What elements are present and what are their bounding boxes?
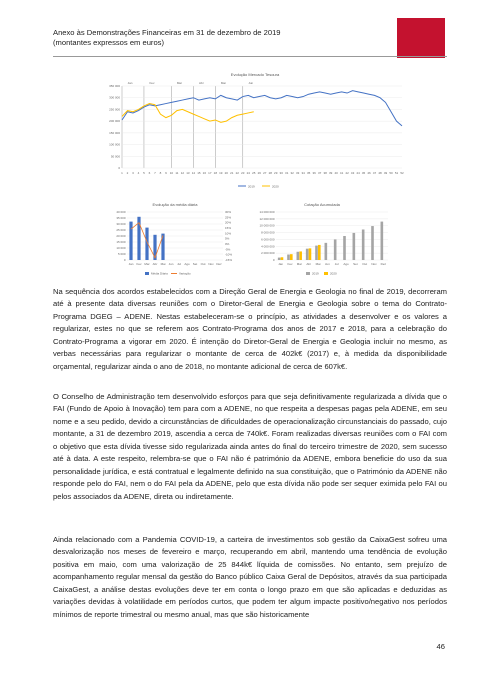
x-tick-label: Nov bbox=[208, 262, 214, 266]
x-tick-label: Jan bbox=[278, 262, 284, 266]
x-tick-label: 27 bbox=[263, 171, 267, 175]
legend-label: 2020 bbox=[272, 184, 279, 189]
bar bbox=[315, 246, 318, 260]
bar bbox=[371, 226, 374, 260]
x-tick-label: Mai bbox=[315, 262, 321, 266]
x-tick-label: 2 bbox=[126, 171, 129, 175]
paragraph: Ainda relacionado com a Pandemia COVID-19, a carteira de investimentos sob gestão da CaixaGest sofreu uma desvalorização nos meses de fevereiro e março, recuperando em abril, mantendo uma tendência de evolução positiva em maio, com uma valorização de 25 844k€ líquida de comissões. No entanto, sem prejuízo de acompanhamento regular mensal da gestão do Banco público Caixa Geral de Depósitos, através da sua participada CaixaGest, a análise destas evoluções deve ter em conta o longo prazo em que são aplicadas e deduzidas as variações devidas à volatilidade em períodos curtos, que podem ter algum impacte positivo/negativo nos períodos mínimos de reporte trimestral ou mesmo anual, mas que são historicamente bbox=[53, 535, 447, 619]
y2-tick-label: -10% bbox=[225, 252, 233, 257]
x-tick-label: 37 bbox=[317, 171, 322, 175]
bar bbox=[129, 222, 132, 260]
y2-tick-label: 5% bbox=[225, 236, 230, 241]
x-tick-label: 15 bbox=[197, 171, 201, 175]
body-text bbox=[53, 286, 447, 373]
y-tick-label: 35 000 bbox=[116, 216, 126, 220]
y-tick-label: 14 000 000 bbox=[259, 210, 275, 214]
series-line bbox=[122, 104, 254, 123]
x-tick-label: Set bbox=[192, 262, 198, 266]
y-tick-label: 12 000 000 bbox=[259, 216, 275, 221]
y2-tick-label: 15% bbox=[225, 226, 232, 230]
x-tick-label: 42 bbox=[345, 171, 349, 175]
month-label: Abr bbox=[199, 81, 204, 85]
bar bbox=[297, 252, 300, 260]
y-tick-label: 25 000 bbox=[116, 228, 126, 232]
x-tick-label: 44 bbox=[356, 171, 360, 175]
brand-logo bbox=[397, 18, 445, 58]
x-tick-label: 32 bbox=[290, 171, 294, 175]
y-tick-label: 2 000 000 bbox=[261, 251, 275, 256]
x-tick-label: Jan bbox=[128, 262, 134, 266]
y2-tick-label: -15% bbox=[225, 258, 233, 262]
y-tick-label: 5 000 bbox=[117, 252, 126, 256]
bar bbox=[343, 236, 346, 260]
cumulative-chart bbox=[252, 200, 392, 278]
x-tick-label: Jun bbox=[168, 262, 174, 266]
bar bbox=[334, 239, 337, 260]
x-tick-label: 30 bbox=[279, 171, 283, 175]
x-tick-label: 7 bbox=[154, 171, 156, 175]
month-label: Jun bbox=[248, 81, 254, 85]
x-tick-label: Set bbox=[353, 262, 358, 266]
x-tick-label: 29 bbox=[274, 171, 278, 175]
x-tick-label: Jun bbox=[324, 262, 330, 266]
x-tick-label: 36 bbox=[312, 171, 316, 175]
y2-tick-label: 30% bbox=[225, 210, 232, 214]
page-number: 46 bbox=[436, 642, 445, 651]
x-tick-label: 31 bbox=[285, 171, 289, 175]
y-tick-label: 20 000 bbox=[116, 234, 126, 238]
x-tick-label: 14 bbox=[191, 171, 196, 175]
x-tick-label: 4 bbox=[137, 171, 140, 175]
y-tick-label: 0 bbox=[272, 258, 275, 262]
x-tick-label: Out bbox=[200, 262, 206, 266]
header-divider bbox=[53, 56, 447, 57]
x-tick-label: Out bbox=[362, 262, 368, 266]
bar bbox=[353, 233, 356, 260]
month-label: Jan bbox=[127, 81, 133, 85]
x-tick-label: Fev bbox=[136, 262, 142, 266]
x-tick-label: Mar bbox=[296, 262, 302, 266]
y-tick-label: 350 000 bbox=[109, 84, 120, 88]
x-tick-label: Fev bbox=[287, 262, 293, 266]
chart-legend bbox=[145, 272, 191, 276]
body-text bbox=[53, 534, 447, 621]
x-tick-label: Jul bbox=[177, 262, 181, 266]
y2-tick-label: 25% bbox=[225, 215, 232, 220]
x-tick-label: 21 bbox=[230, 171, 234, 175]
x-tick-label: 23 bbox=[241, 171, 245, 175]
x-tick-label: Nov bbox=[371, 262, 377, 266]
month-label: Fev bbox=[149, 81, 155, 85]
x-tick-label: Abr bbox=[306, 262, 312, 266]
x-tick-label: Jul bbox=[334, 262, 339, 266]
series-line bbox=[122, 91, 402, 126]
x-tick-label: 8 bbox=[159, 171, 162, 175]
chart-legend bbox=[238, 185, 279, 189]
x-tick-label: 5 bbox=[143, 171, 145, 175]
x-tick-label: 1 bbox=[121, 171, 123, 175]
y-tick-label: 150 000 bbox=[109, 130, 120, 135]
chart-title: Cotação Acumulada bbox=[304, 202, 340, 207]
bar bbox=[306, 249, 309, 260]
x-tick-label: 11 bbox=[175, 171, 179, 175]
legend-label: Variação bbox=[179, 271, 191, 276]
x-tick-label: 50 bbox=[389, 171, 393, 175]
x-tick-label: Mai bbox=[160, 262, 166, 266]
x-tick-label: 48 bbox=[378, 171, 382, 175]
bar bbox=[318, 245, 321, 260]
bar bbox=[290, 254, 293, 260]
legend-label: 2019 bbox=[248, 184, 255, 189]
x-tick-label: 43 bbox=[350, 171, 355, 175]
y2-tick-label: -5% bbox=[225, 247, 231, 252]
x-tick-label: 16 bbox=[202, 171, 207, 175]
x-tick-label: 25 bbox=[252, 171, 256, 175]
x-tick-label: 45 bbox=[361, 171, 366, 175]
x-tick-label: 18 bbox=[213, 171, 218, 175]
x-tick-label: 46 bbox=[367, 171, 371, 175]
bar bbox=[299, 251, 302, 260]
x-tick-label: 33 bbox=[296, 171, 300, 175]
paragraph: O Conselho de Administração tem desenvolvido esforços para que seja definitivamente regularizada a dívida que o FAI (Fundo de Apoio à Inovação) tem para com a ADENE, no que respeita a despesas pagas pela ADENE, em seu nome e a seu pedido, devido a circunstâncias de dificuldades de operacionalização circunstanciais do passado, cujo montante, a 31 de dezembro 2019, ascendia a cerca de 740k€. Foram realizadas diversas reuniões com o FAI com o objetivo que esta dívida tivesse sido regularizada ainda antes do final do terceiro trimestre de 2020, sem sucesso até à data. A este respeito, relembra-se que o FAI não é património da ADENE, embora beneficie do uso da sua personalidade jurídica, e está contratual e legalmente definido na sua constituição, que o Património da ADENE não responde pelo do FAI, nem o do FAI pela da ADENE, pelo que esta dívida não pode ser sequer eximida pelo FAI ou pelos associados da ADENE, direta ou indiretamente. bbox=[53, 392, 447, 501]
y-tick-label: 4 000 000 bbox=[261, 244, 275, 249]
header-subtitle: (montantes expressos em euros) bbox=[53, 38, 164, 47]
y-tick-label: 15 000 bbox=[116, 240, 126, 244]
x-tick-label: 52 bbox=[400, 171, 404, 175]
x-tick-label: Ago bbox=[184, 262, 190, 266]
x-tick-label: 17 bbox=[208, 171, 212, 175]
x-tick-label: 34 bbox=[301, 171, 305, 175]
y-tick-label: 50 000 bbox=[110, 154, 120, 159]
y-tick-label: 200 000 bbox=[109, 119, 120, 124]
y-tick-label: 40 000 bbox=[116, 210, 126, 214]
paragraph: Na sequência dos acordos estabelecidos com a Direção Geral de Energia e Geologia no final de 2019, decorreram até à presente data diversas reuniões com o Diretor-Geral de Energia e Geologia sobre o tema do Contrato-Programa DGEG – ADENE. Nestas estabeleceram-se o princípio, as atividades a desenvolver e os valores a regularizar, estes no que se referem aos Contrato-Programa dos anos de 2017 e 2018, para a celebração do Contrato-Programa a vigorar em 2020. É intenção do Diretor-Geral de Energia e Geologia incluir no mesmo, as verbas necessárias para regularizar o montante de cerca de 402k€ (2017) e, à medida da disponibilidade orçamental, regularizar ainda o ano de 2018, no montante adicional de cerca de 607k€. bbox=[53, 287, 447, 371]
x-tick-label: 13 bbox=[186, 171, 190, 175]
x-tick-label: Ago bbox=[343, 262, 349, 266]
x-tick-label: 9 bbox=[165, 171, 167, 175]
bar bbox=[381, 222, 384, 260]
x-tick-label: 26 bbox=[257, 171, 261, 175]
x-tick-label: 39 bbox=[328, 171, 333, 175]
x-tick-label: 12 bbox=[180, 171, 185, 175]
page-header bbox=[53, 28, 281, 48]
chart-title: Evolução Mercado Tesoura bbox=[230, 72, 280, 77]
header-title: Anexo às Demonstrações Financeiras em 31 de dezembro de 2019 bbox=[53, 28, 281, 37]
bar bbox=[325, 243, 328, 260]
x-tick-label: Mar bbox=[144, 262, 150, 266]
x-tick-label: 35 bbox=[306, 171, 311, 175]
chart-legend bbox=[306, 272, 337, 276]
x-tick-label: Abr bbox=[152, 262, 158, 266]
month-label: Mar bbox=[176, 81, 182, 85]
y-tick-label: 10 000 000 bbox=[259, 223, 275, 228]
y-tick-label: 300 000 bbox=[109, 95, 120, 100]
x-tick-label: 20 bbox=[224, 171, 228, 175]
bar bbox=[362, 229, 365, 260]
x-tick-label: 47 bbox=[372, 171, 377, 175]
x-tick-label: 6 bbox=[148, 171, 151, 175]
bar bbox=[309, 248, 312, 260]
x-tick-label: 10 bbox=[169, 171, 174, 175]
x-tick-label: 40 bbox=[334, 171, 338, 175]
x-tick-label: 24 bbox=[246, 171, 250, 175]
y-tick-label: 8 000 000 bbox=[261, 230, 275, 235]
x-tick-label: 3 bbox=[132, 171, 134, 175]
y-tick-label: 0 bbox=[123, 258, 126, 262]
x-tick-label: 51 bbox=[394, 171, 399, 175]
y-tick-label: 0 bbox=[118, 166, 120, 170]
x-tick-label: 22 bbox=[235, 171, 239, 175]
x-tick-label: 38 bbox=[323, 171, 327, 175]
y2-tick-label: 0% bbox=[225, 242, 230, 246]
bar bbox=[287, 255, 290, 260]
bar bbox=[281, 257, 284, 260]
x-tick-label: 28 bbox=[268, 171, 272, 175]
x-tick-label: 19 bbox=[219, 171, 223, 175]
y-tick-label: 6 000 000 bbox=[261, 237, 275, 242]
daily-average-chart bbox=[105, 200, 245, 278]
y-tick-label: 10 000 bbox=[116, 246, 126, 250]
legend-label: 2019 bbox=[312, 271, 319, 276]
y-tick-label: 250 000 bbox=[109, 107, 120, 112]
x-tick-label: Dez bbox=[216, 262, 222, 266]
y-tick-label: 100 000 bbox=[109, 142, 120, 147]
body-text bbox=[53, 391, 447, 503]
x-tick-label: 41 bbox=[339, 171, 344, 175]
legend-label: Média Diária bbox=[151, 271, 168, 276]
bar bbox=[278, 258, 281, 260]
y2-tick-label: 20% bbox=[225, 220, 232, 225]
month-label: Mai bbox=[220, 81, 226, 85]
chart-title: Evolução da média diária bbox=[152, 202, 198, 207]
legend-label: 2020 bbox=[330, 271, 337, 276]
x-tick-label: 49 bbox=[383, 171, 388, 175]
line-chart bbox=[100, 68, 410, 192]
y-tick-label: 30 000 bbox=[116, 222, 126, 226]
x-tick-label: Dez bbox=[380, 262, 387, 266]
y2-tick-label: 10% bbox=[225, 231, 232, 236]
